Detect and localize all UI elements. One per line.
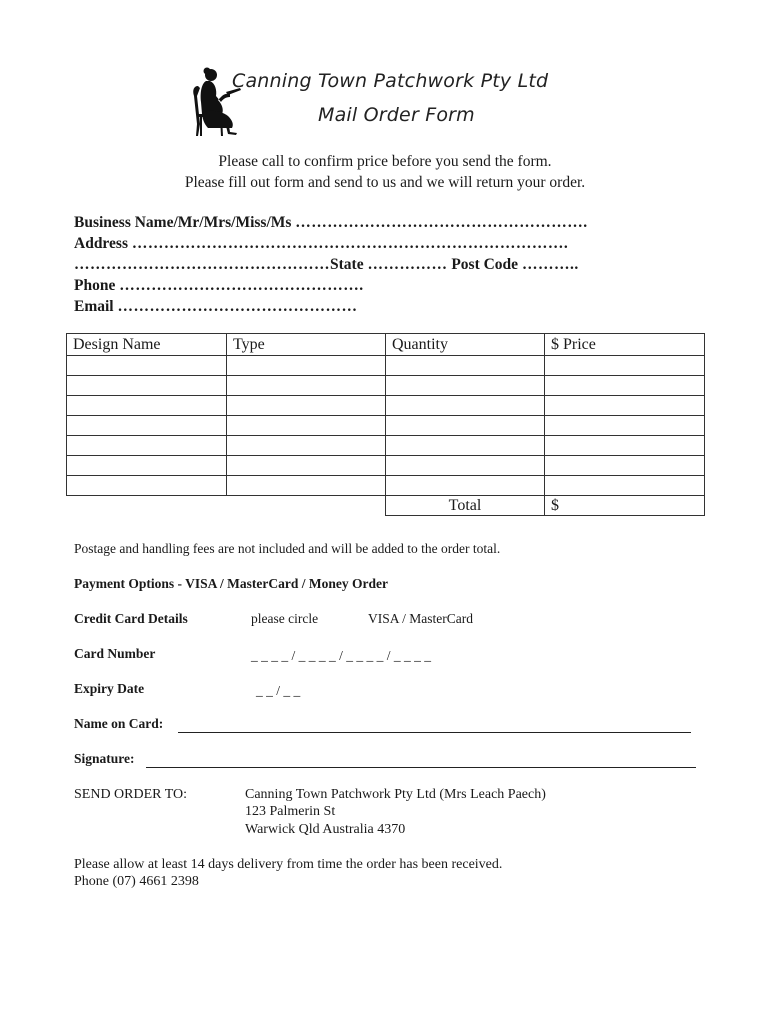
table-cell[interactable]: [386, 396, 545, 416]
table-cell[interactable]: [227, 376, 386, 396]
email-dots: ………………………………………: [117, 298, 358, 315]
table-cell[interactable]: [386, 476, 545, 496]
address-field[interactable]: [74, 235, 568, 253]
column-header-price: $ Price: [545, 334, 705, 356]
address-line-2-field[interactable]: [74, 256, 579, 274]
table-row: [67, 456, 705, 476]
address-label: Address: [74, 235, 128, 252]
send-order-to-label: SEND ORDER TO:: [74, 787, 188, 802]
table-cell[interactable]: [545, 416, 705, 436]
table-cell[interactable]: [386, 456, 545, 476]
table-row: [67, 476, 705, 496]
table-row: [67, 396, 705, 416]
form-title: Mail Order Form: [318, 104, 475, 126]
postcode-dots: ………..: [521, 256, 579, 273]
table-cell[interactable]: [227, 436, 386, 456]
circle-instruction: please circle: [251, 611, 319, 626]
card-number-label: Card Number: [74, 646, 156, 661]
table-cell[interactable]: [545, 356, 705, 376]
table-cell[interactable]: [67, 476, 227, 496]
expiry-date-label: Expiry Date: [74, 681, 145, 696]
total-row: [67, 496, 705, 516]
table-cell[interactable]: [67, 396, 227, 416]
table-cell[interactable]: [227, 456, 386, 476]
column-header-type: Type: [227, 334, 386, 356]
intro-line-2: Please fill out form and send to us and we will return your order.: [184, 174, 586, 191]
column-header-design-name: Design Name: [67, 334, 227, 356]
table-cell[interactable]: [67, 376, 227, 396]
signature-field[interactable]: [146, 767, 696, 768]
card-type-choices[interactable]: VISA / MasterCard: [368, 611, 473, 626]
table-cell[interactable]: [227, 416, 386, 436]
phone-dots: ……………………………………….: [119, 277, 364, 294]
payment-options: Payment Options - VISA / MasterCard / Money Order: [74, 576, 388, 591]
send-address-line-1: Canning Town Patchwork Pty Ltd (Mrs Leach Paech): [245, 787, 546, 802]
table-cell[interactable]: [386, 376, 545, 396]
table-cell[interactable]: [386, 436, 545, 456]
table-cell[interactable]: [545, 476, 705, 496]
table-cell[interactable]: [227, 476, 386, 496]
signature-label: Signature:: [74, 751, 135, 766]
email-label: Email: [74, 298, 114, 315]
expiry-date-field[interactable]: _ _ / _ _: [256, 683, 301, 698]
card-number-field[interactable]: _ _ _ _ / _ _ _ _ / _ _ _ _ / _ _ _ _: [251, 648, 432, 663]
table-row: [67, 376, 705, 396]
table-cell[interactable]: [227, 356, 386, 376]
total-value-cell[interactable]: $: [545, 496, 705, 516]
postcode-label: Post Code: [451, 256, 519, 273]
table-cell[interactable]: [67, 416, 227, 436]
table-cell[interactable]: [386, 356, 545, 376]
name-on-card-field[interactable]: [178, 732, 691, 733]
contact-phone: Phone (07) 4661 2398: [74, 874, 199, 889]
table-cell[interactable]: [545, 436, 705, 456]
send-address-line-2: 123 Palmerin St: [245, 804, 336, 819]
delivery-note: Please allow at least 14 days delivery from time the order has been received.: [74, 857, 503, 872]
postage-note: Postage and handling fees are not included and will be added to the order total.: [74, 541, 501, 556]
order-table: [66, 333, 705, 516]
table-row: [67, 436, 705, 456]
table-cell[interactable]: [67, 436, 227, 456]
table-header-row: [67, 334, 705, 356]
table-row: [67, 356, 705, 376]
state-dots: ……………: [367, 256, 448, 273]
intro-line-1: Please call to confirm price before you send the form.: [218, 153, 552, 170]
table-cell[interactable]: [67, 356, 227, 376]
table-row: [67, 416, 705, 436]
address-dots: ……………………………………………………………………….: [131, 235, 569, 252]
business-name-label: Business Name/Mr/Mrs/Miss/Ms: [74, 214, 292, 231]
business-name-field[interactable]: [74, 214, 588, 232]
column-header-quantity: Quantity: [386, 334, 545, 356]
company-title: Canning Town Patchwork Pty Ltd: [232, 70, 549, 92]
table-cell[interactable]: [545, 376, 705, 396]
credit-card-details-label: Credit Card Details: [74, 611, 188, 626]
table-cell[interactable]: [545, 396, 705, 416]
table-cell[interactable]: [545, 456, 705, 476]
table-cell[interactable]: [386, 416, 545, 436]
table-cell[interactable]: [227, 396, 386, 416]
business-name-dots: ……………………………………………….: [295, 214, 588, 231]
phone-label: Phone: [74, 277, 116, 294]
email-field[interactable]: [74, 298, 358, 316]
name-on-card-label: Name on Card:: [74, 716, 164, 731]
phone-field[interactable]: [74, 277, 364, 295]
state-label: State: [330, 256, 364, 273]
total-label: Total: [386, 496, 545, 516]
table-cell[interactable]: [67, 456, 227, 476]
send-address-line-3: Warwick Qld Australia 4370: [245, 822, 406, 837]
address-line-2-dots: …………………………………………: [74, 256, 330, 273]
